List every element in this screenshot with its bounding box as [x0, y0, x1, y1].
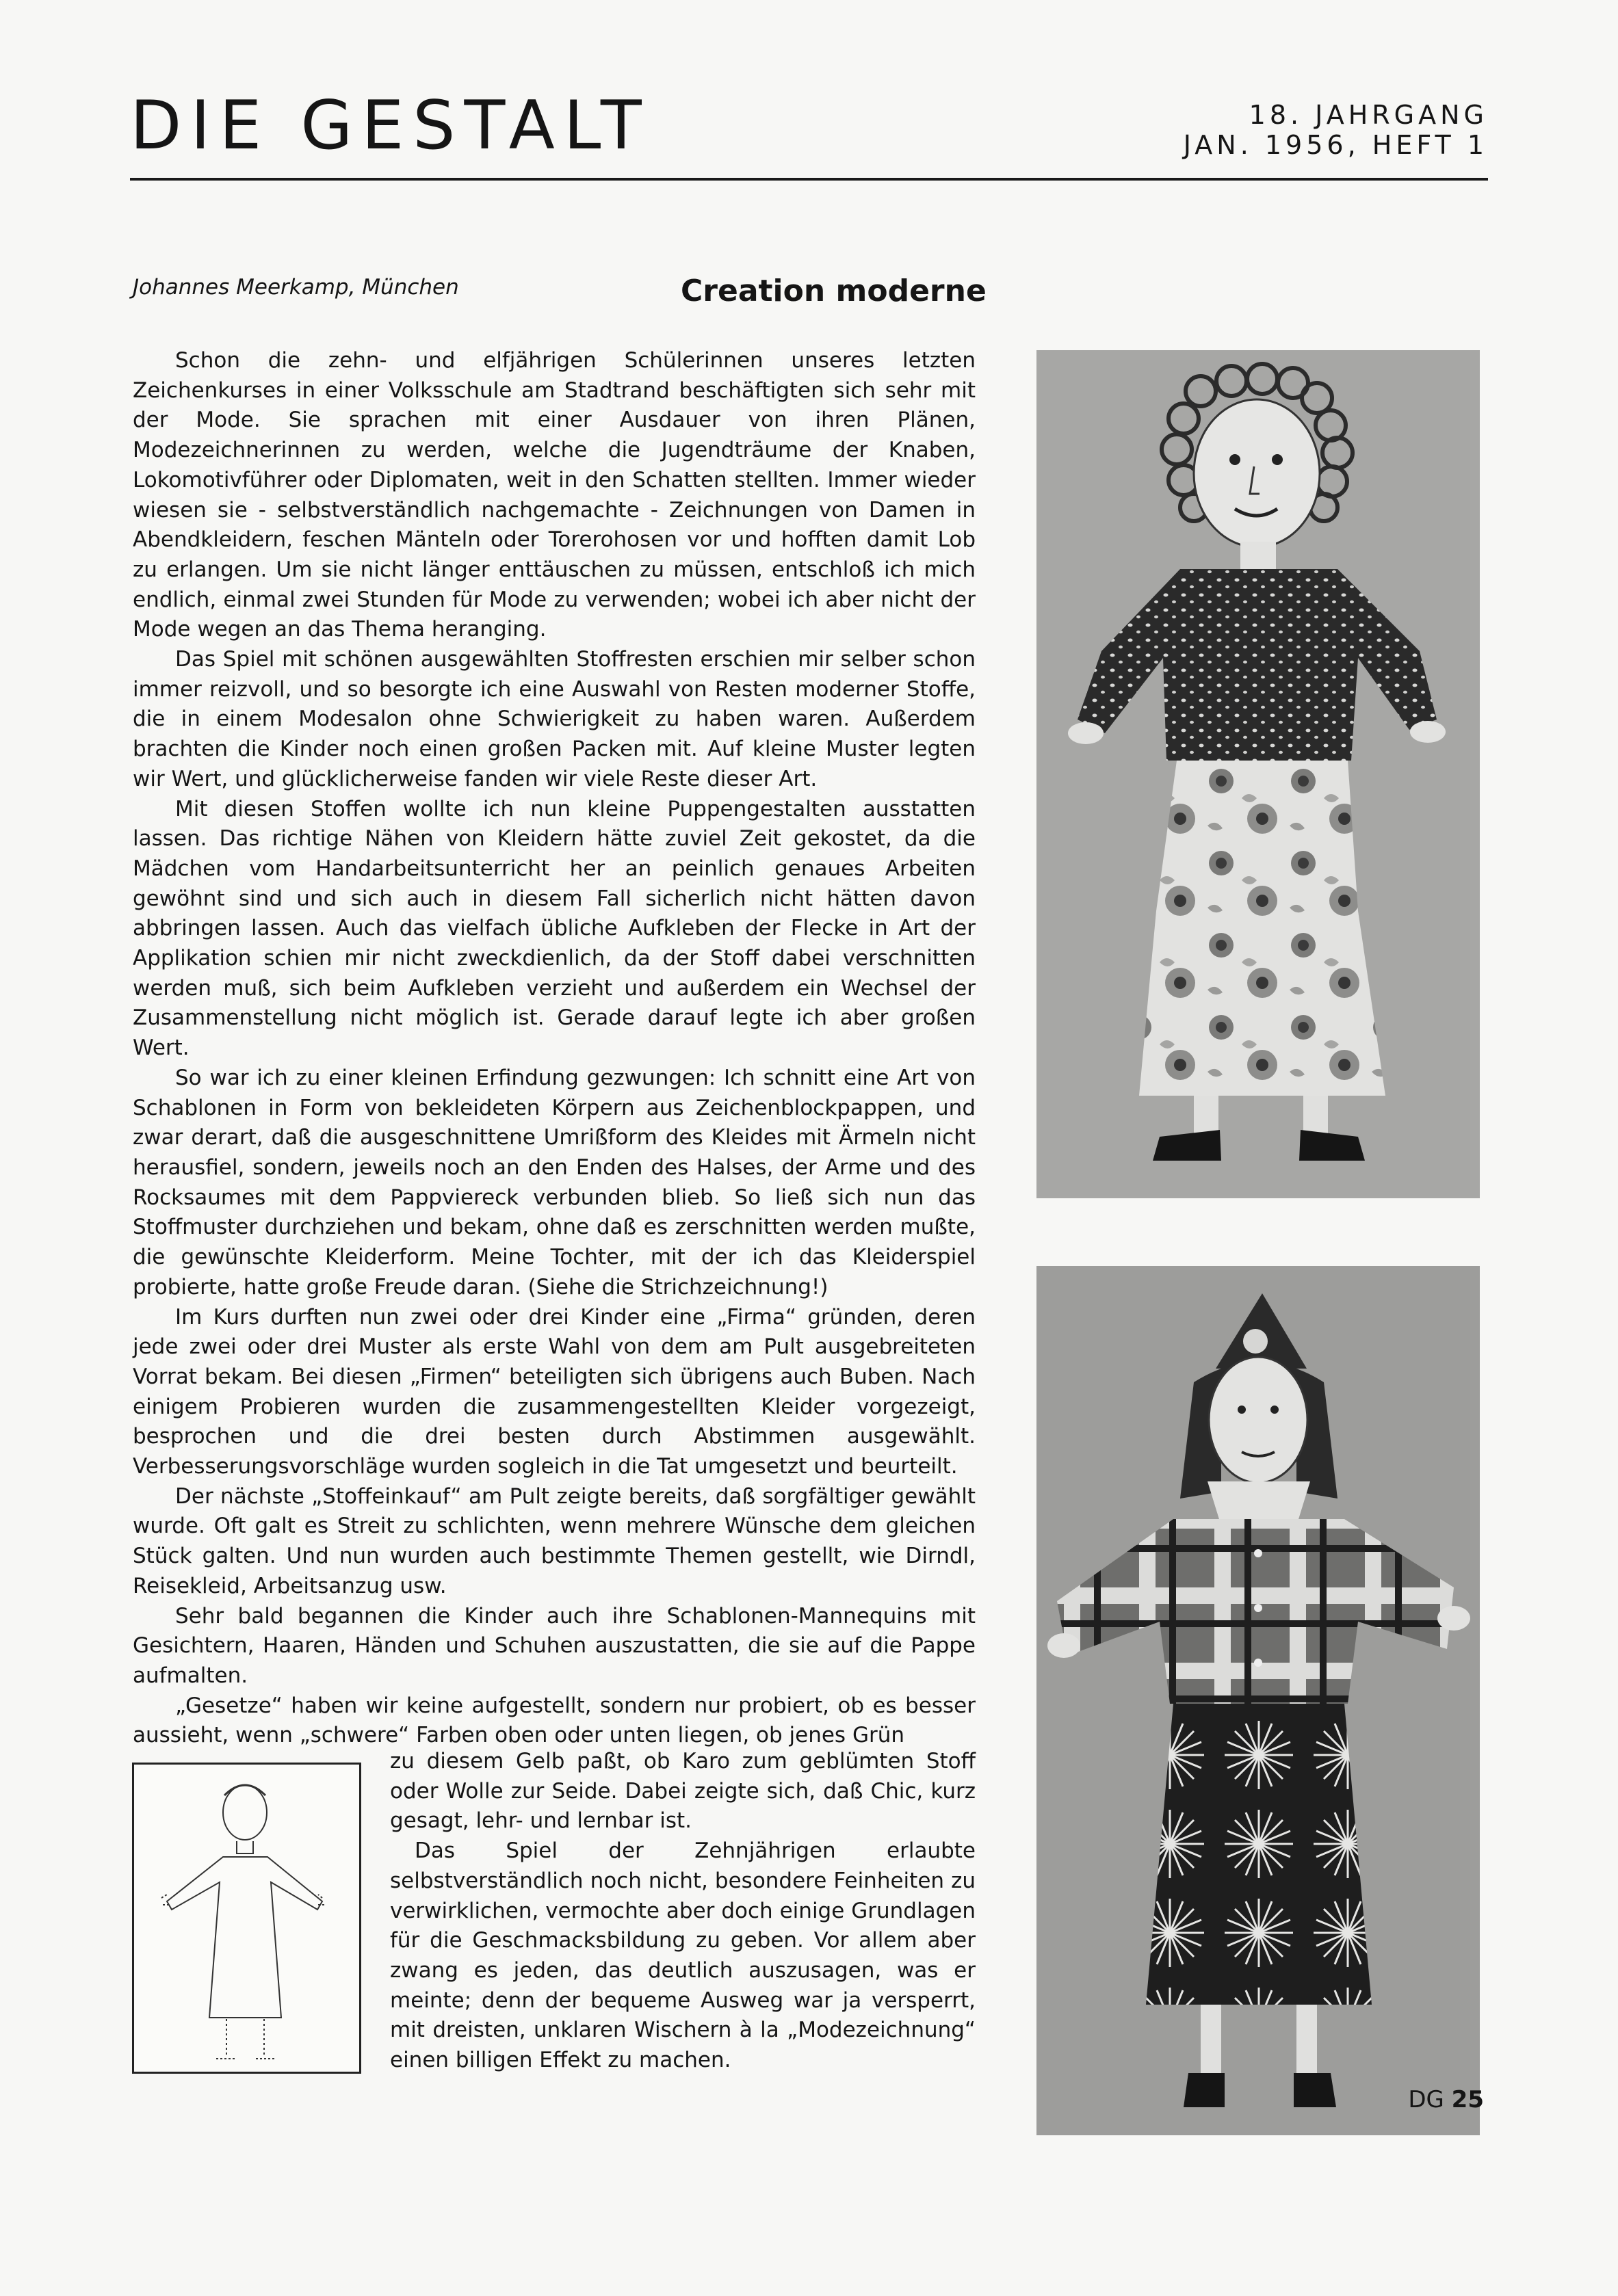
- issue-label: JAN. 1956, HEFT 1: [1183, 130, 1488, 160]
- article-body-wrapped: [390, 1747, 976, 2076]
- masthead-rule: [130, 178, 1488, 181]
- body-paragraph: „Gesetze“ haben wir keine aufgestellt, sondern nur probiert, ob es besser aussieht, wenn „schwere“ Farben oben oder unten liegen, ob jenes Grün: [133, 1693, 976, 1748]
- page-number: 25: [1451, 2086, 1484, 2113]
- magazine-title: DIE GESTALT: [130, 87, 651, 165]
- volume-label: 18. JAHRGANG: [1249, 100, 1488, 130]
- body-paragraph: Der nächste „Stoffeinkauf“ am Pult zeigte bereits, daß sorgfältiger gewählt wurde. Oft galt es Streit zu schlichten, wenn mehrere Wünsche dem gleichen Stück galten. Und nun wurden auch bestimmte Themen gestellt, wie Dirndl, Reisekleid, Arbeitsanzug usw.: [133, 1483, 976, 1598]
- article-title: Creation moderne: [681, 274, 987, 308]
- body-paragraph: Das Spiel der Zehnjährigen erlaubte selbstverständlich noch nicht, besondere Feinheiten zu verwirklichen, vermochte aber doch einige Grundlagen für die Geschmacksbildung zu geben. Vor allem aber zwang es jeden, das deutlich auszusagen, was er meinte; denn der bequeme Ausweg war ja versperrt, mit dreisten, unklaren Wischern à la „Modezeichnung“ einen billigen Effekt zu machen.: [390, 1838, 976, 2073]
- footer-prefix: DG: [1408, 2086, 1444, 2113]
- page-footer: [1408, 2086, 1484, 2113]
- body-paragraph: Das Spiel mit schönen ausgewählten Stoffresten erschien mir selber schon immer reizvoll, und so besorgte ich eine Auswahl von Resten moderner Stoffe, die in einem Modesalon ohne Schwierigkeit zu haben waren. Außerdem brachten die Kinder noch einen großen Packen mit. Auf kleine Muster legten wir Wert, und glücklicherweise fanden wir viele Reste dieser Art.: [133, 647, 976, 791]
- stencil-line-drawing-illustration: [132, 1763, 361, 2074]
- body-paragraph: Im Kurs durften nun zwei oder drei Kinder eine „Firma“ gründen, deren jede zwei oder drei Muster als erste Wahl von dem am Pult ausgebreiteten Vorrat bekam. Bei diesen „Firmen“ beteiligten sich übrigens auch Buben. Nach einigem Probieren wurden die zusammengestellten Kleider vorgezeigt, besprochen und die drei besten durch Abstimmen ausgewählt. Verbesserungsvorschläge wurden sogleich in die Tat umgesetzt und beurteilt.: [133, 1304, 976, 1479]
- paper-doll-floral-dress-illustration: [1036, 350, 1480, 1198]
- body-paragraph: Mit diesen Stoffen wollte ich nun kleine Puppengestalten ausstatten lassen. Das richtige Nähen von Kleidern hätte zuviel Zeit gekostet, da die Mädchen vom Handarbeitsunterricht her an peinlich genaues Arbeiten gewöhnt sind und sich auch in diesem Fall sicherlich nicht hätten davon abbringen lassen. Auch das vielfach übliche Aufkleben der Flecke in Art der Applikation schien mir nicht zweckdienlich, da der Stoff dabei verschnitten werden muß, sich beim Aufkleben verzieht und außerdem ein Wechsel der Zusammenstellung nicht möglich ist. Gerade darauf legte ich aber großen Wert.: [133, 796, 976, 1061]
- body-paragraph: Sehr bald begannen die Kinder auch ihre Schablonen-Mannequins mit Gesichtern, Haaren, Händen und Schuhen auszustatten, die sie auf die Pappe aufmalten.: [133, 1603, 976, 1688]
- body-paragraph: So war ich zu einer kleinen Erfindung gezwungen: Ich schnitt eine Art von Schablonen in Form von bekleideten Körpern aus Zeichenblockpappen, und zwar derart, daß die ausgeschnittene Umrißform des Kleides mit Ärmeln nicht herausfiel, sondern, jeweils noch an den Enden des Halses, der Arme und des Rocksaumes mit dem Pappviereck verbunden blieb. So ließ sich nun das Stoffmuster durchziehen und bekam, ohne daß es zerschnitten werden mußte, die gewünschte Kleiderform. Meine Tochter, mit der ich das Kleiderspiel probierte, hatte große Freude daran. (Siehe die Strichzeichnung!): [133, 1065, 976, 1299]
- paper-doll-plaid-jacket-illustration: [1036, 1266, 1480, 2135]
- author-byline: Johannes Meerkamp, München: [133, 275, 459, 300]
- paper-doll-plaid-jacket-icon: [1036, 1266, 1480, 2135]
- issue-info: [1184, 100, 1488, 160]
- article-body: [133, 346, 976, 1751]
- body-paragraph: Schon die zehn- und elfjährigen Schülerinnen unseres letzten Zeichenkurses in einer Volksschule am Stadtrand beschäftigten sich sehr mit der Mode. Sie sprachen mit einer Ausdauer von ihren Plänen, Modezeichnerinnen zu werden, welche die Jugendträume der Knaben, Lokomotivführer oder Diplomaten, weit in den Schatten stellten. Immer wieder wiesen sie - selbstverständlich nachgemachte - Zeichnungen von Damen in Abendkleidern, feschen Mänteln oder Torerohosen vor und hofften damit Lob zu erlangen. Um sie nicht länger enttäuschen zu müssen, entschloß ich mich endlich, einmal zwei Stunden für Mode zu verwenden; wobei ich aber nicht der Mode wegen an das Thema heranging.: [133, 348, 976, 642]
- paper-doll-floral-dress-icon: [1036, 350, 1480, 1198]
- stencil-line-drawing-icon: [134, 1765, 359, 2072]
- body-paragraph: zu diesem Gelb paßt, ob Karo zum geblümten Stoff oder Wolle zur Seide. Dabei zeigte sich, daß Chic, kurz gesagt, lehr- und lernbar ist.: [390, 1749, 976, 1834]
